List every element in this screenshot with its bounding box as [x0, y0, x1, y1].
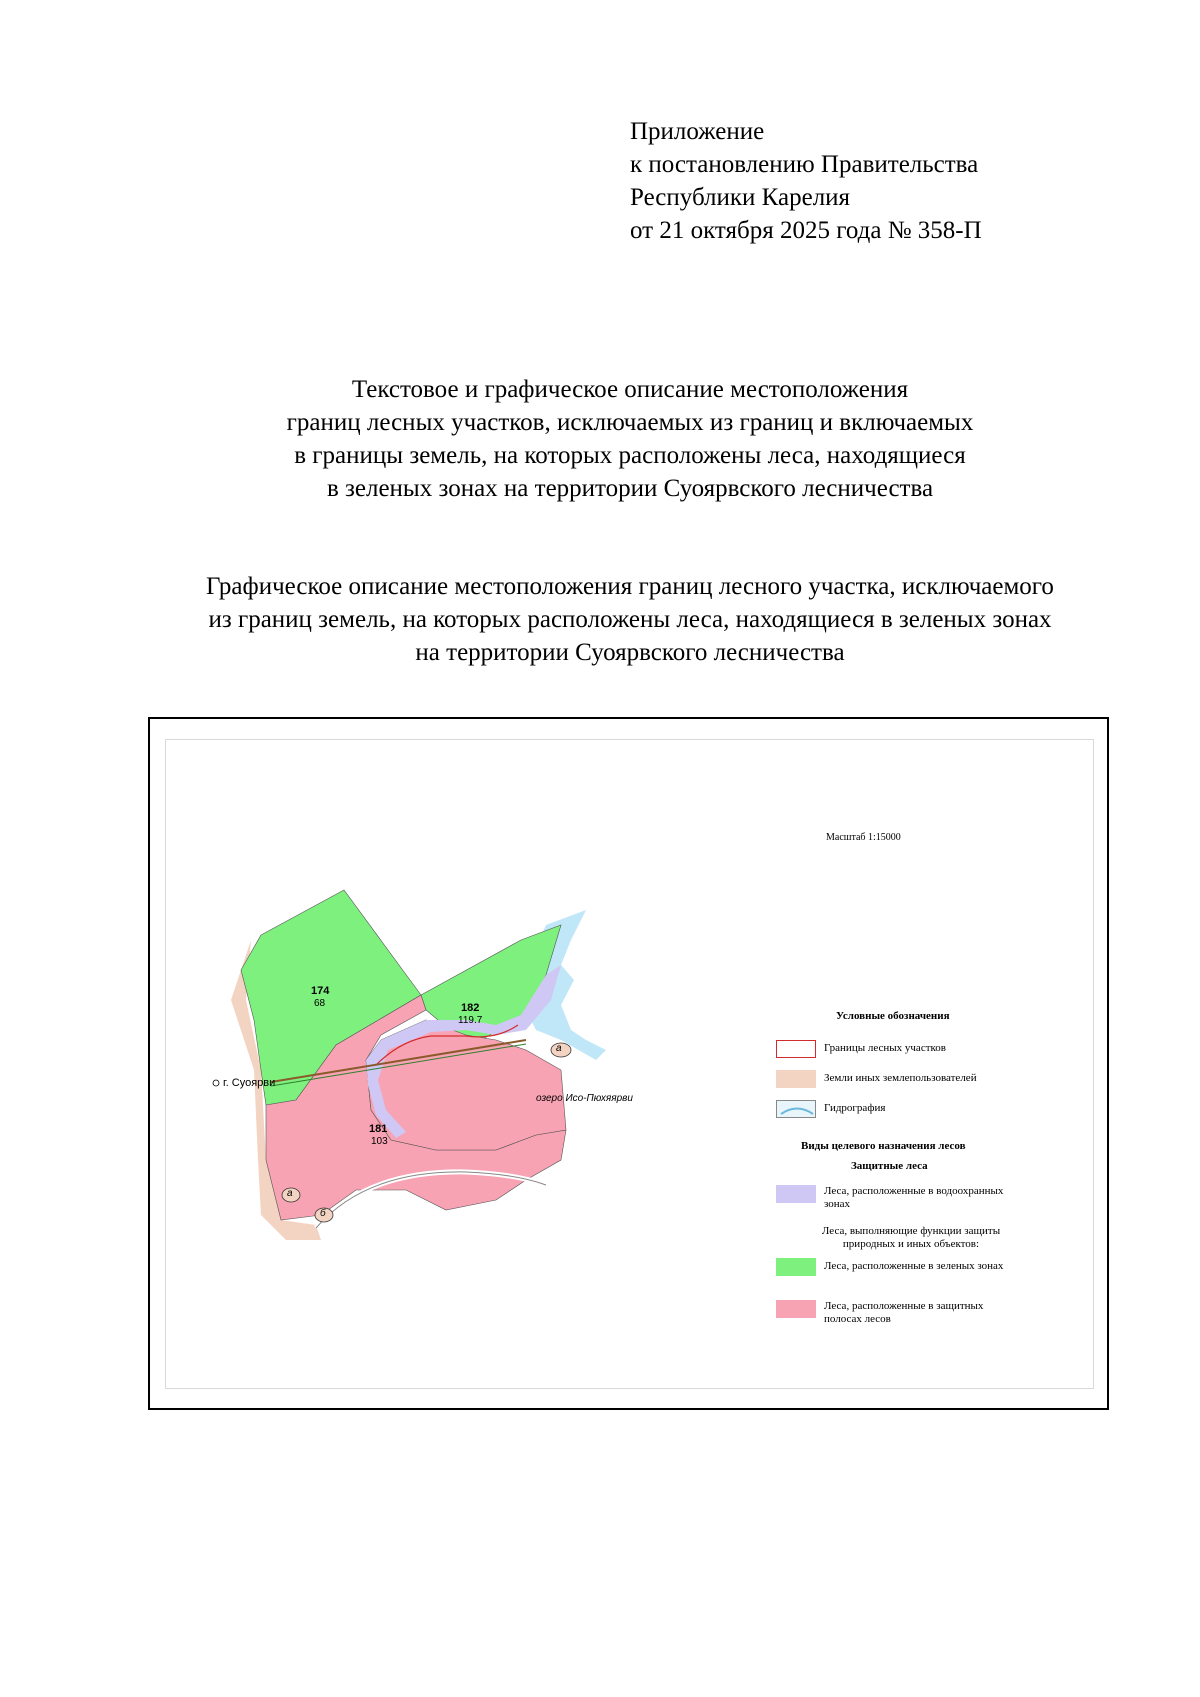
document-title: [150, 373, 1110, 505]
title-line: границ лесных участков, исключаемых из границ и включаемых: [286, 409, 974, 436]
marker-label: а: [556, 1043, 562, 1054]
title-line: в зеленых зонах на территории Суоярвского лесничества: [326, 475, 934, 502]
title-line: на территории Суоярвского лесничества: [415, 639, 845, 666]
plot-number: 181: [369, 1123, 388, 1135]
boundary-swatch: [776, 1040, 816, 1058]
legend-protective-title: Защитные леса: [851, 1160, 928, 1172]
green-zone-swatch: [776, 1258, 816, 1276]
legend-label: [824, 1300, 983, 1326]
legend-functions-note: [806, 1225, 1016, 1251]
hydro-icon: [777, 1101, 817, 1119]
plot-area: 68: [314, 998, 326, 1009]
appendix-line: Республики Карелия: [630, 184, 851, 211]
town-label: г. Суоярви: [223, 1077, 276, 1089]
water-protection-swatch: [776, 1185, 816, 1203]
legend-label: Гидрография: [824, 1102, 886, 1114]
forest-map: [166, 740, 1095, 1390]
section-title: [150, 570, 1110, 669]
protective-strip-swatch: [776, 1300, 816, 1318]
plot-number: 182: [461, 1002, 480, 1014]
map-canvas[interactable]: [165, 739, 1094, 1389]
plot-area: 119.7: [458, 1015, 483, 1026]
legend-label-line: полосах лесов: [824, 1313, 891, 1325]
map-frame: [148, 717, 1109, 1410]
legend-purpose-title: Виды целевого назначения лесов: [801, 1140, 966, 1152]
appendix-line: от 21 октября 2025 года № 358-П: [630, 217, 982, 244]
hydro-swatch: [776, 1100, 816, 1118]
title-line: Графическое описание местоположения границ лесного участка, исключаемого: [206, 573, 1054, 600]
lake-label: озеро Исо-Пюхяярви: [536, 1093, 633, 1104]
title-line: из границ земель, на которых расположены леса, находящиеся в зеленых зонах: [208, 606, 1052, 633]
plot-area: 103: [371, 1136, 388, 1147]
title-line: в границы земель, на которых расположены леса, находящиеся: [294, 442, 966, 469]
legend-label-line: Леса, расположенные в защитных: [824, 1300, 984, 1312]
title-line: Текстовое и графическое описание местоположения: [351, 376, 909, 403]
legend-label: [824, 1185, 1003, 1211]
legend-label: Леса, расположенные в зеленых зонах: [824, 1260, 1004, 1272]
town-marker: [213, 1080, 219, 1086]
marker-label: б: [320, 1208, 326, 1219]
legend-label-line: Леса, расположенные в водоохранных: [824, 1185, 1004, 1197]
appendix-line: Приложение: [630, 118, 765, 145]
legend-note-line: Леса, выполняющие функции защиты: [821, 1225, 1001, 1237]
appendix-block: [630, 115, 982, 247]
legend-label-line: зонах: [824, 1198, 851, 1210]
map-scale: Масштаб 1:15000: [826, 832, 901, 843]
marker-label: а: [287, 1188, 293, 1199]
legend-note-line: природных и иных объектов:: [842, 1238, 980, 1250]
appendix-line: к постановлению Правительства: [630, 151, 979, 178]
plot-number: 174: [311, 985, 330, 997]
legend-label: Земли иных землепользователей: [824, 1072, 977, 1084]
legend-label: Границы лесных участков: [824, 1042, 946, 1054]
other-land-swatch: [776, 1070, 816, 1088]
legend-title: Условные обозначения: [836, 1010, 950, 1022]
